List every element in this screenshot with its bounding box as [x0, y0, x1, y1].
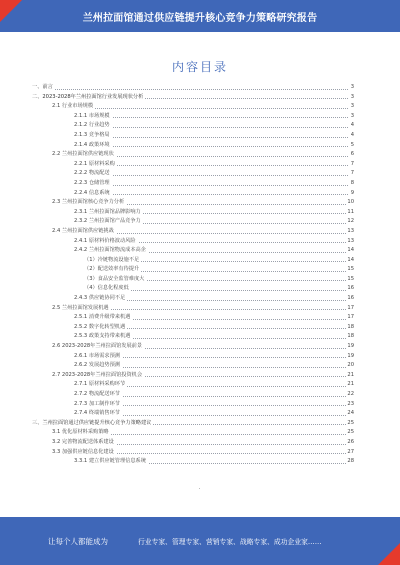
footer-banner [0, 517, 400, 565]
toc-entry-label: 2.4 兰州拉面馆供应链挑战 [52, 227, 116, 237]
toc-entry-label: 2.5.2 数字化转型机遇 [74, 323, 127, 333]
leader-dots [74, 185, 348, 186]
toc-entry-label: 2.7.1 原材料采购环节 [74, 380, 127, 390]
toc-heading: 内容目录 [171, 60, 228, 74]
toc-entry-label: 2.7 2023-2028年兰州拉面馆投资机会 [52, 371, 144, 381]
toc-entry-label: 2.6 2023-2028年兰州拉面馆发展前景 [52, 342, 144, 352]
toc-entry-label: 2.2.2 物流配送 [74, 169, 112, 179]
toc-entry[interactable] [32, 112, 354, 122]
toc-entry-page: 26 [346, 438, 354, 448]
toc-entry[interactable] [32, 189, 354, 199]
toc-entry-label: 2.4.2 兰州拉面馆物流成本高企 [74, 246, 148, 256]
toc-entry-label: 2.3 兰州拉面馆核心竞争力分析 [52, 198, 126, 208]
toc-entry-page: 3 [350, 112, 354, 122]
toc-entry[interactable] [32, 400, 354, 410]
toc-entry[interactable] [32, 256, 354, 266]
toc-entry-page: 18 [346, 332, 354, 342]
toc-entry-label: 2.1.2 行业趋势 [74, 121, 112, 131]
toc-entry-label: 2.2.3 仓储管理 [74, 179, 112, 189]
toc-entry-label: 2.1.3 竞争格局 [74, 131, 112, 141]
toc-entry-page: 13 [346, 237, 354, 247]
toc-entry[interactable] [32, 160, 354, 170]
leader-dots [74, 175, 348, 176]
toc-entry-page: 27 [346, 448, 354, 458]
toc-entry[interactable] [32, 438, 354, 448]
toc-entry-page: 3 [350, 83, 354, 93]
toc-entry-label: 二、2023-2028年兰州拉面馆行业发展现状分析 [32, 93, 145, 103]
toc-entry[interactable] [32, 361, 354, 371]
toc-entry-label: 2.5.3 政策支持带来机遇 [74, 332, 132, 342]
toc-entry-label: 3.1 优化原材料采购策略 [52, 428, 111, 438]
toc-entry-page: 22 [346, 390, 354, 400]
toc-entry-label: 2.1 行业市场规模 [52, 102, 95, 112]
leader-dots [74, 194, 348, 195]
toc-entry-label: 2.7.2 物流配送环节 [74, 390, 122, 400]
toc-entry[interactable] [32, 150, 354, 160]
toc-entry-label: 2.4.3 供应链协同不足 [74, 294, 127, 304]
toc-entry-label: 2.6.2 发展趋势预测 [74, 361, 122, 371]
toc-entry-page: 20 [346, 361, 354, 371]
toc-entry[interactable] [32, 208, 354, 218]
toc-entry[interactable] [32, 93, 354, 103]
toc-entry-page: 14 [346, 246, 354, 256]
toc-entry-page: 17 [346, 313, 354, 323]
toc-entry[interactable] [32, 237, 354, 247]
toc-entry-page: 10 [346, 198, 354, 208]
toc-entry[interactable] [32, 131, 354, 141]
toc-entry[interactable] [32, 323, 354, 333]
header-banner [0, 0, 400, 32]
toc-entry-page: 19 [346, 342, 354, 352]
toc-entry-label: 三、兰州拉面馆通过供应链提升核心竞争力策略建议 [32, 419, 153, 429]
toc-entry[interactable] [32, 409, 354, 419]
toc-entry-label: 2.4.1 原材料价格波动风险 [74, 237, 138, 247]
toc-entry-page: 19 [346, 352, 354, 362]
toc-entry[interactable] [32, 428, 354, 438]
toc-entry[interactable] [32, 246, 354, 256]
toc-entry-page: 15 [346, 265, 354, 275]
footer-ribbon [378, 543, 400, 565]
report-title: 兰州拉面馆通过供应链提升核心竞争力策略研究报告 [82, 13, 318, 24]
toc-entry-label: 2.7.4 终端销售环节 [74, 409, 122, 419]
toc-entry[interactable] [32, 169, 354, 179]
toc-entry-page: 5 [350, 141, 354, 151]
toc-entry[interactable] [32, 371, 354, 381]
toc-entry-page: 3 [350, 102, 354, 112]
toc-entry-label: 2.3.1 兰州拉面馆品牌影响力 [74, 208, 143, 218]
toc-entry-page: 8 [350, 179, 354, 189]
toc-entry-label: 2.7.3 加工制作环节 [74, 400, 122, 410]
toc-entry[interactable] [32, 179, 354, 189]
toc-entry-page: 13 [346, 227, 354, 237]
toc-entry-label: 2.3.2 兰州拉面馆产品竞争力 [74, 217, 143, 227]
toc-entry[interactable] [32, 313, 354, 323]
toc-entry-label: （4）信息化程度低 [84, 284, 131, 294]
toc-entry[interactable] [32, 419, 354, 429]
toc-entry-label: 3.3.1 建立供应链管理信息系统 [74, 457, 148, 467]
leader-dots [74, 137, 348, 138]
toc-entry-page: 7 [350, 160, 354, 170]
toc-entry-label: 2.5.1 消费升级带来机遇 [74, 313, 132, 323]
toc-entry[interactable] [32, 227, 354, 237]
toc-entry[interactable] [32, 380, 354, 390]
toc-entry[interactable] [32, 275, 354, 285]
leader-dots [74, 117, 348, 118]
footer-roles: 行业专家、管理专家、营销专家、战略专家、成功企业家…… [138, 538, 322, 546]
toc-entry-label: （1）冷链物流设施不足 [84, 256, 141, 266]
toc-entry[interactable] [32, 448, 354, 458]
continuation-mark: · [198, 486, 202, 493]
toc-entry[interactable] [32, 304, 354, 314]
leader-dots [74, 127, 348, 128]
toc-entry-label: 一、前言 [32, 83, 55, 93]
toc-entry[interactable] [32, 265, 354, 275]
toc-entry[interactable] [32, 352, 354, 362]
toc-entry-page: 21 [346, 380, 354, 390]
toc-entry[interactable] [32, 457, 354, 467]
toc-entry-page: 25 [346, 419, 354, 429]
toc-entry[interactable] [32, 390, 354, 400]
footer-slogan: 让每个人都能成为 [48, 537, 108, 546]
toc-entry-page: 3 [350, 93, 354, 103]
toc-entry-page: 23 [346, 400, 354, 410]
toc-entry-label: （2）配送效率有待提升 [84, 265, 141, 275]
toc-entry-page: 12 [346, 217, 354, 227]
toc-entry-label: 2.5 兰州拉面馆发展机遇 [52, 304, 111, 314]
toc-entry-label: 2.6.1 市场需求预测 [74, 352, 122, 362]
toc-entry-page: 4 [350, 131, 354, 141]
toc-entry-label: 2.2.1 原材料采购 [74, 160, 117, 170]
table-of-contents [32, 83, 354, 467]
toc-entry[interactable] [32, 284, 354, 294]
toc-entry-page: 17 [346, 304, 354, 314]
toc-entry-page: 18 [346, 323, 354, 333]
toc-entry-label: 2.2 兰州拉面馆供应链现状 [52, 150, 116, 160]
leader-dots [74, 146, 348, 147]
toc-entry-label: 3.3 加强供应链信息化建设 [52, 448, 116, 458]
leader-dots [32, 89, 348, 90]
toc-entry-page: 28 [346, 457, 354, 467]
toc-entry[interactable] [32, 121, 354, 131]
toc-entry-page: 21 [346, 371, 354, 381]
toc-entry-label: 2.1.4 政策环境 [74, 141, 112, 151]
toc-entry[interactable] [32, 83, 354, 93]
toc-entry-label: 3.2 完善物流配送体系建设 [52, 438, 116, 448]
toc-entry-page: 14 [346, 256, 354, 266]
toc-entry[interactable] [32, 342, 354, 352]
toc-entry-page: 7 [350, 169, 354, 179]
toc-entry[interactable] [32, 217, 354, 227]
toc-entry-page: 16 [346, 294, 354, 304]
toc-entry-label: （3）食品安全监管难度大 [84, 275, 146, 285]
toc-entry-page: 16 [346, 284, 354, 294]
toc-entry[interactable] [32, 294, 354, 304]
toc-entry-page: 6 [350, 150, 354, 160]
toc-entry-label: 2.1.1 市场规模 [74, 112, 112, 122]
toc-entry-page: 15 [346, 275, 354, 285]
toc-entry-page: 4 [350, 121, 354, 131]
toc-entry-page: 9 [350, 189, 354, 199]
toc-entry-page: 24 [346, 409, 354, 419]
toc-entry[interactable] [32, 332, 354, 342]
toc-entry[interactable] [32, 102, 354, 112]
toc-entry-page: 11 [346, 208, 354, 218]
toc-entry[interactable] [32, 141, 354, 151]
toc-entry[interactable] [32, 198, 354, 208]
leader-dots [52, 108, 348, 109]
toc-entry-page: 25 [346, 428, 354, 438]
toc-entry-label: 2.2.4 信息系统 [74, 189, 112, 199]
